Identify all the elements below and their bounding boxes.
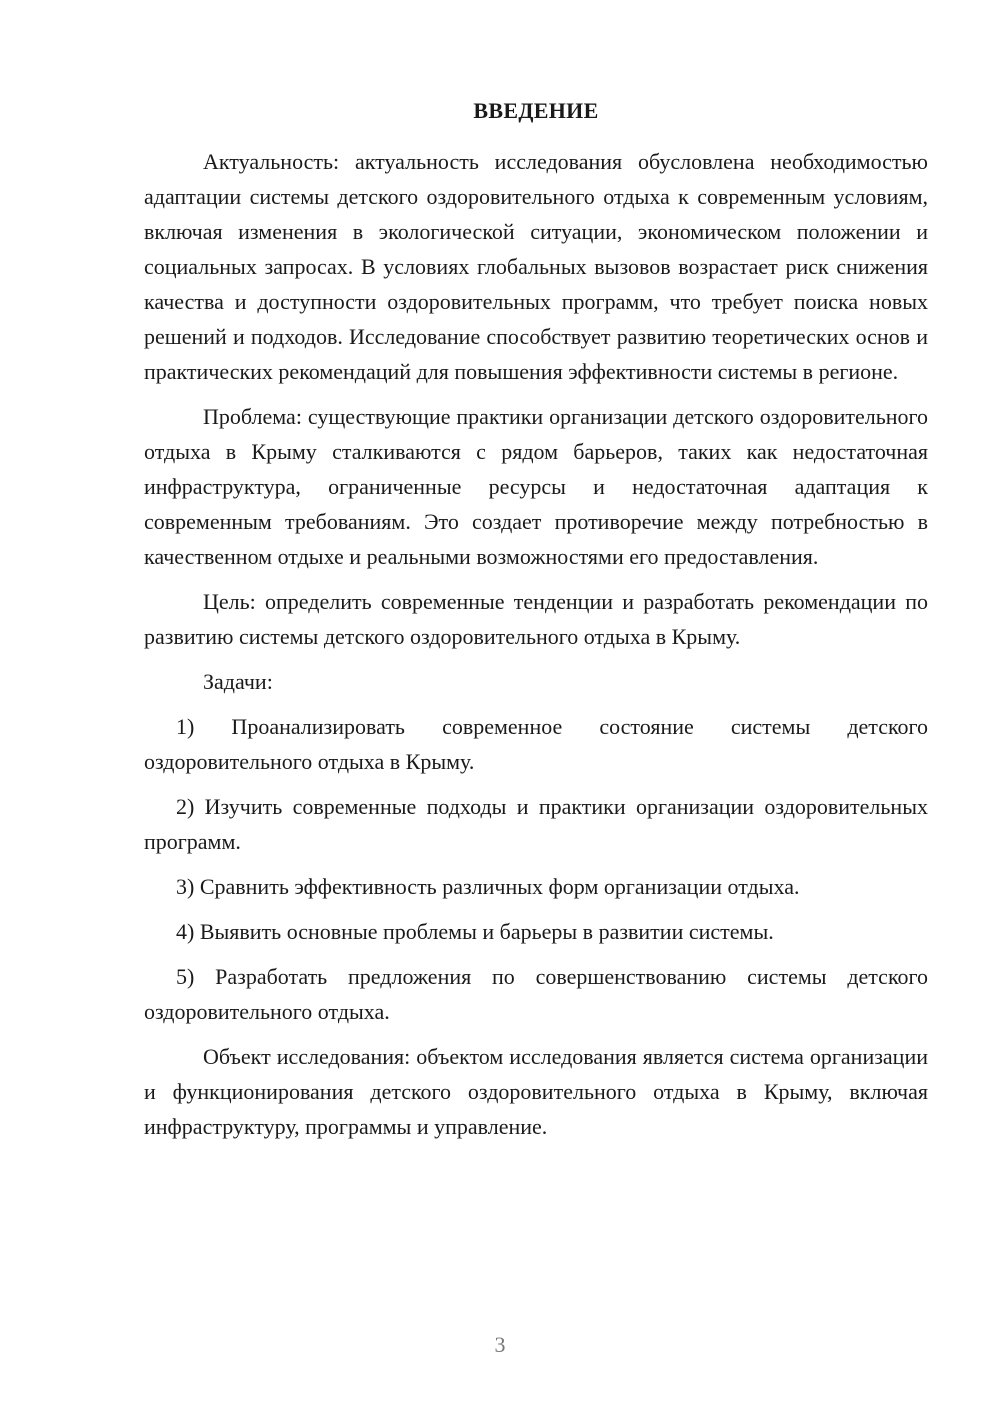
- tasks-list: [144, 709, 928, 1029]
- paragraph-problem: Проблема: существующие практики организации детского оздоровительного отдыха в Крыму сталкиваются с рядом барьеров, таких как недостаточная инфраструктура, ограниченные ресурсы и недостаточная адаптация к современным требованиям. Это создает противоречие между потребностью в качественном отдыхе и реальными возможностями его предоставления.: [144, 404, 928, 569]
- page-title: ВВЕДЕНИЕ: [473, 98, 599, 123]
- list-item: 4) Выявить основные проблемы и барьеры в развитии системы.: [176, 919, 774, 944]
- paragraph-relevance: Актуальность: актуальность исследования обусловлена необходимостью адаптации системы детского оздоровительного отдыха к современным условиям, включая изменения в экологической ситуации, экономическом положении и социальных запросах. В условиях глобальных вызовов возрастает риск снижения качества и доступности оздоровительных программ, что требует поиска новых решений и подходов. Исследование способствует развитию теоретических основ и практических рекомендаций для повышения эффективности системы в регионе.: [144, 149, 928, 384]
- paragraph-object: Объект исследования: объектом исследования является система организации и функционирования детского оздоровительного отдыха в Крыму, включая инфраструктуру, программы и управление.: [144, 1044, 928, 1139]
- document-page: [144, 95, 928, 1144]
- paragraph-goal: Цель: определить современные тенденции и разработать рекомендации по развитию системы детского оздоровительного отдыха в Крыму.: [144, 589, 928, 649]
- list-item: 3) Сравнить эффективность различных форм организации отдыха.: [176, 874, 800, 899]
- list-item: 5) Разработать предложения по совершенствованию системы детского оздоровительного отдыха.: [144, 964, 928, 1024]
- list-item: 1) Проанализировать современное состояние системы детского оздоровительного отдыха в Крыму.: [144, 714, 928, 774]
- tasks-heading: Задачи:: [203, 669, 273, 694]
- list-item: 2) Изучить современные подходы и практики организации оздоровительных программ.: [144, 794, 928, 854]
- page-number: 3: [494, 1332, 506, 1357]
